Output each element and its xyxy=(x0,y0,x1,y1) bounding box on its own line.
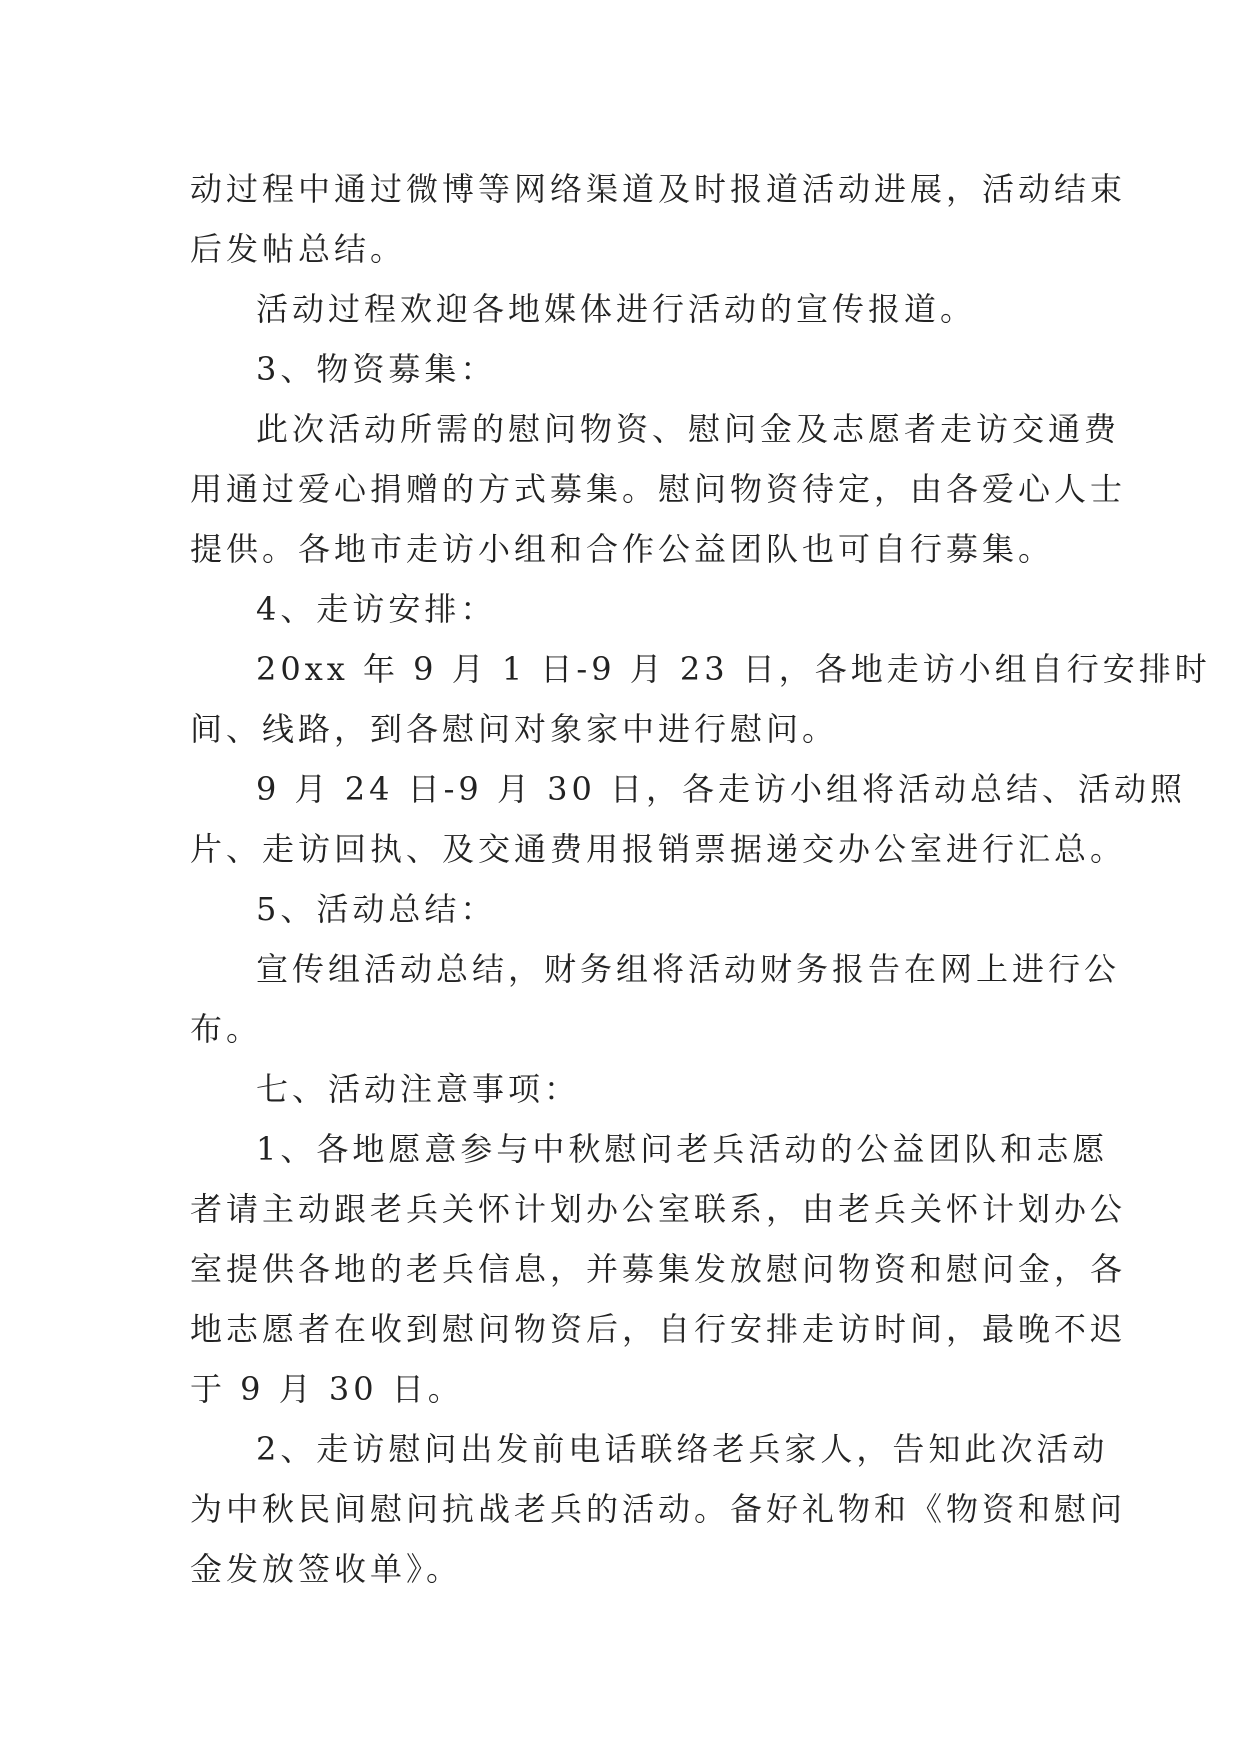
text-line: 活动过程欢迎各地媒体进行活动的宣传报道。 xyxy=(256,290,977,328)
text-line: 20xx 年 9 月 1 日-9 月 23 日，各地走访小组自行安排时 xyxy=(256,650,1211,688)
text-line: 用通过爱心捐赠的方式募集。慰问物资待定，由各爱心人士 xyxy=(190,470,1127,508)
section-heading: 3、物资募集： xyxy=(256,350,497,388)
text-line: 9 月 24 日-9 月 30 日，各走访小组将活动总结、活动照 xyxy=(256,770,1187,808)
text-line: 为中秋民间慰问抗战老兵的活动。备好礼物和《物资和慰问 xyxy=(190,1490,1127,1528)
text-line: 宣传组活动总结，财务组将活动财务报告在网上进行公 xyxy=(256,950,1121,988)
text-line: 1、各地愿意参与中秋慰问老兵活动的公益团队和志愿 xyxy=(256,1130,1109,1168)
text-line: 布。 xyxy=(190,1010,263,1048)
document-body xyxy=(190,159,1211,1599)
section-heading: 4、走访安排： xyxy=(256,590,497,628)
text-line: 片、走访回执、及交通费用报销票据递交办公室进行汇总。 xyxy=(190,830,1127,868)
text-line: 后发帖总结。 xyxy=(190,230,407,268)
text-line: 间、线路，到各慰问对象家中进行慰问。 xyxy=(190,710,839,748)
section-heading: 5、活动总结： xyxy=(256,890,497,928)
text-line: 提供。各地市走访小组和合作公益团队也可自行募集。 xyxy=(190,530,1055,568)
section-heading: 七、活动注意事项： xyxy=(256,1070,581,1108)
text-line: 2、走访慰问出发前电话联络老兵家人，告知此次活动 xyxy=(256,1430,1109,1468)
text-line: 此次活动所需的慰问物资、慰问金及志愿者走访交通费 xyxy=(256,410,1121,448)
text-line: 地志愿者在收到慰问物资后，自行安排走访时间，最晚不迟 xyxy=(190,1310,1127,1348)
text-line: 动过程中通过微博等网络渠道及时报道活动进展，活动结束 xyxy=(190,170,1127,208)
text-line: 于 9 月 30 日。 xyxy=(190,1370,464,1408)
text-line: 者请主动跟老兵关怀计划办公室联系，由老兵关怀计划办公 xyxy=(190,1190,1127,1228)
text-line: 室提供各地的老兵信息，并募集发放慰问物资和慰问金，各 xyxy=(190,1250,1127,1288)
text-line: 金发放签收单》。 xyxy=(190,1550,463,1588)
